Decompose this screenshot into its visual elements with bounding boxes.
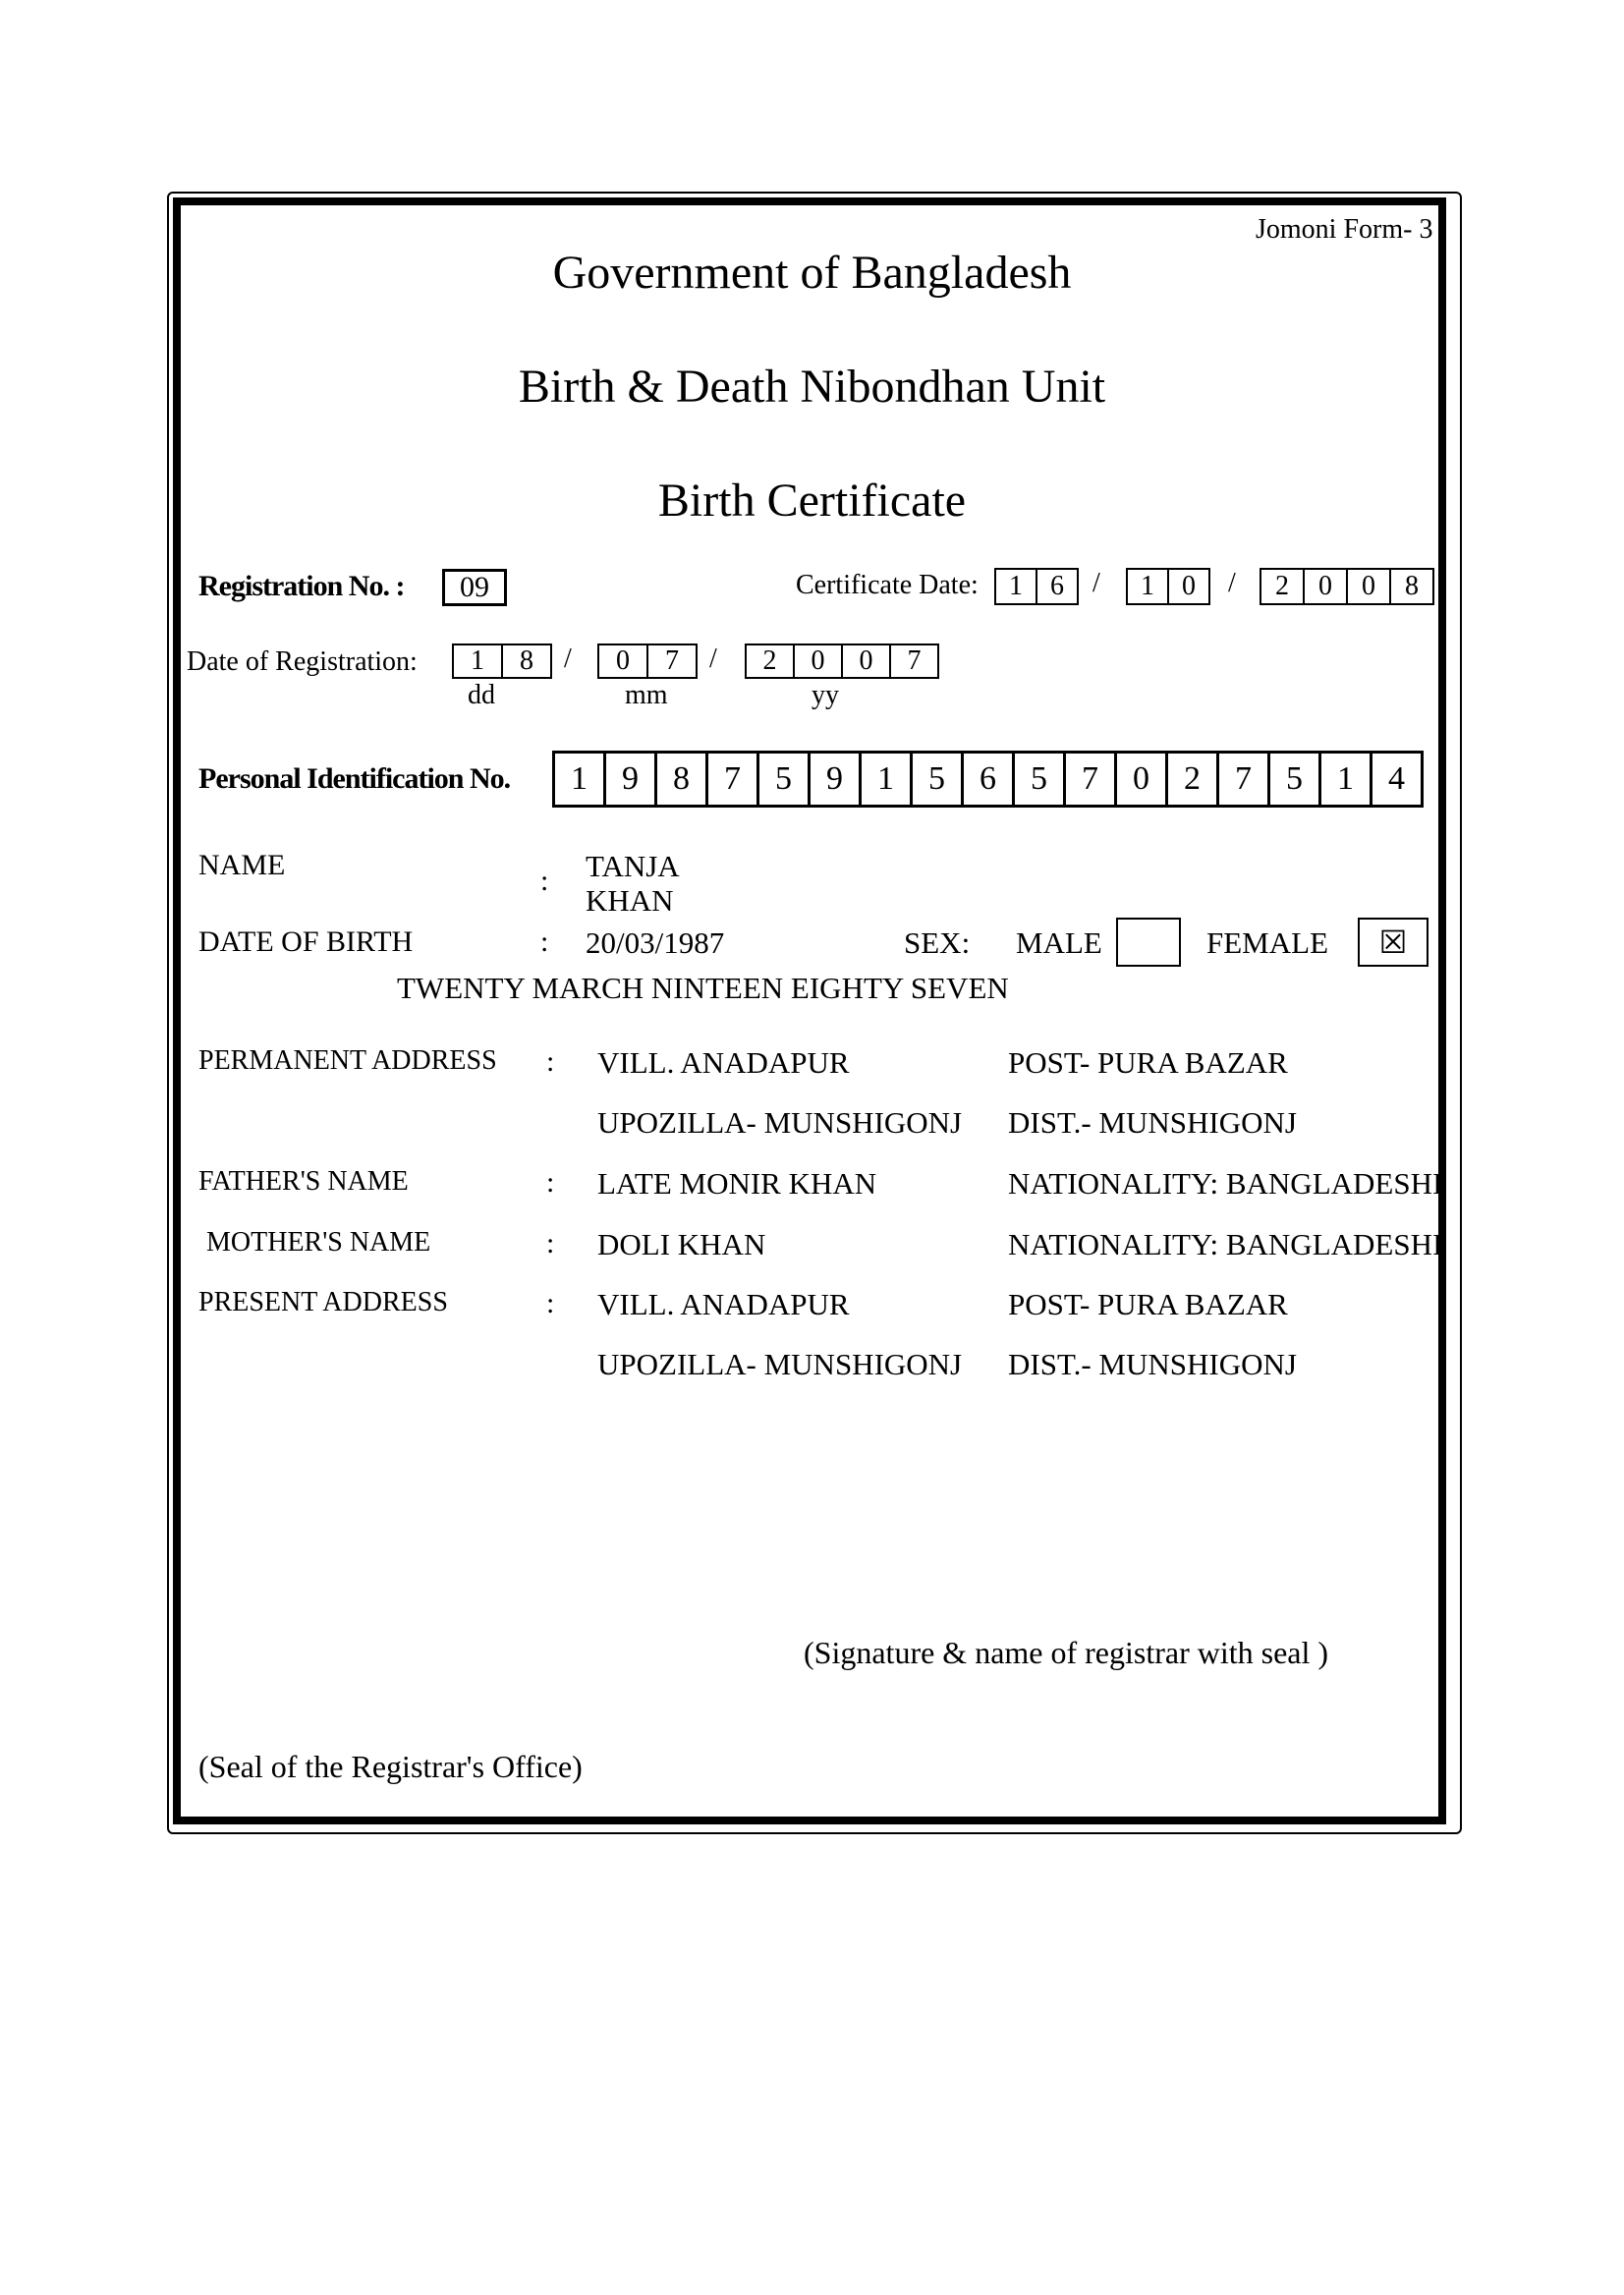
digit-box: 1 [1126,568,1169,605]
registration-no-box: 09 [442,569,507,606]
pin-digit-box: 1 [859,751,913,808]
registration-no-label: Registration No. : [198,570,405,602]
date-of-registration-label: Date of Registration: [187,646,418,677]
colon: : [546,1045,555,1078]
pin-digit-box: 8 [654,751,708,808]
permanent-village: VILL. ANADAPUR [597,1045,850,1080]
dd-caption: dd [468,680,495,710]
pin-digit-box: 1 [1318,751,1372,808]
pin-digit-box: 5 [1267,751,1321,808]
certificate-title: Birth Certificate [657,475,967,527]
pin-digit-box: 7 [1063,751,1117,808]
date-separator: / [1228,568,1236,598]
colon: : [540,865,549,897]
pin-digit-box: 0 [1114,751,1168,808]
unit-heading: Birth & Death Nibondhan Unit [518,361,1106,413]
mother-name-label: MOTHER'S NAME [206,1227,431,1258]
digit-box: 1 [994,568,1037,605]
father-nationality: NATIONALITY: BANGLADESHI [1008,1166,1443,1201]
pin-digit-box: 7 [1216,751,1270,808]
digit-box: 0 [597,644,648,679]
yy-caption: yy [812,680,839,710]
date-separator: / [1092,568,1100,598]
pin-digit-box: 7 [705,751,759,808]
mother-name: DOLI KHAN [597,1227,766,1261]
dob-in-words: TWENTY MARCH NINTEEN EIGHTY SEVEN [397,971,1009,1005]
pin-digit-box: 5 [1012,751,1066,808]
father-name-label: FATHER'S NAME [198,1166,409,1197]
sex-label: SEX: [904,925,971,960]
digit-box: 6 [1036,568,1079,605]
permanent-district: DIST.- MUNSHIGONJ [1008,1105,1297,1140]
male-label: MALE [1016,925,1102,960]
digit-box: 0 [1303,568,1348,605]
name-last: KHAN [586,883,674,918]
certificate-date-mm [1126,568,1210,605]
digit-box: 8 [501,644,552,679]
date-separator: / [709,644,717,674]
name-first: TANJA [586,849,680,883]
digit-box: 2 [745,644,795,679]
colon: : [546,1227,555,1259]
pin-digit-box: 2 [1165,751,1219,808]
father-name: LATE MONIR KHAN [597,1166,877,1201]
permanent-upozilla: UPOZILLA- MUNSHIGONJ [597,1105,963,1140]
colon: : [546,1166,555,1199]
pin-digit-box: 4 [1370,751,1424,808]
colon: : [540,925,549,958]
digit-box: 7 [646,644,698,679]
digit-box: 0 [841,644,891,679]
registration-date-dd [452,644,552,679]
present-village: VILL. ANADAPUR [597,1287,850,1321]
present-district: DIST.- MUNSHIGONJ [1008,1347,1297,1381]
certificate-date-yy [1260,568,1434,605]
dob-label: DATE OF BIRTH [198,925,414,958]
mother-nationality: NATIONALITY: BANGLADESHI [1008,1227,1443,1261]
present-upozilla: UPOZILLA- MUNSHIGONJ [597,1347,963,1381]
digit-box: 2 [1260,568,1305,605]
certificate-date-dd [994,568,1079,605]
present-post: POST- PURA BAZAR [1008,1287,1288,1321]
digit-box: 0 [793,644,843,679]
pin-digit-box: 1 [552,751,606,808]
registration-date-mm [597,644,698,679]
certificate-inner-border [173,197,1446,1824]
name-label: NAME [198,849,286,881]
registration-date-yy [745,644,939,679]
pin-digit-box: 9 [808,751,862,808]
pin-boxes [552,751,1424,808]
registrar-signature-caption: (Signature & name of registrar with seal ) [804,1635,1329,1670]
pin-digit-box: 6 [961,751,1015,808]
pin-digit-box: 5 [756,751,811,808]
mm-caption: mm [625,680,668,710]
female-checkbox: ☒ [1358,918,1428,967]
permanent-address-label: PERMANENT ADDRESS [198,1045,497,1076]
digit-box: 8 [1389,568,1434,605]
colon: : [546,1287,555,1319]
pin-digit-box: 5 [910,751,964,808]
digit-box: 7 [889,644,939,679]
permanent-post: POST- PURA BAZAR [1008,1045,1288,1080]
date-separator: / [564,644,572,674]
certificate-date-label: Certificate Date: [796,570,979,600]
registrar-office-seal-caption: (Seal of the Registrar's Office) [198,1749,583,1784]
government-heading: Government of Bangladesh [552,247,1072,299]
dob-value: 20/03/1987 [586,925,725,960]
female-label: FEMALE [1206,925,1328,960]
present-address-label: PRESENT ADDRESS [198,1287,448,1317]
digit-box: 0 [1167,568,1210,605]
male-checkbox [1116,918,1181,967]
form-id: Jomoni Form- 3 [1256,214,1433,245]
pin-digit-box: 9 [603,751,657,808]
digit-box: 1 [452,644,503,679]
pin-label: Personal Identification No. [198,762,511,795]
digit-box: 0 [1346,568,1391,605]
